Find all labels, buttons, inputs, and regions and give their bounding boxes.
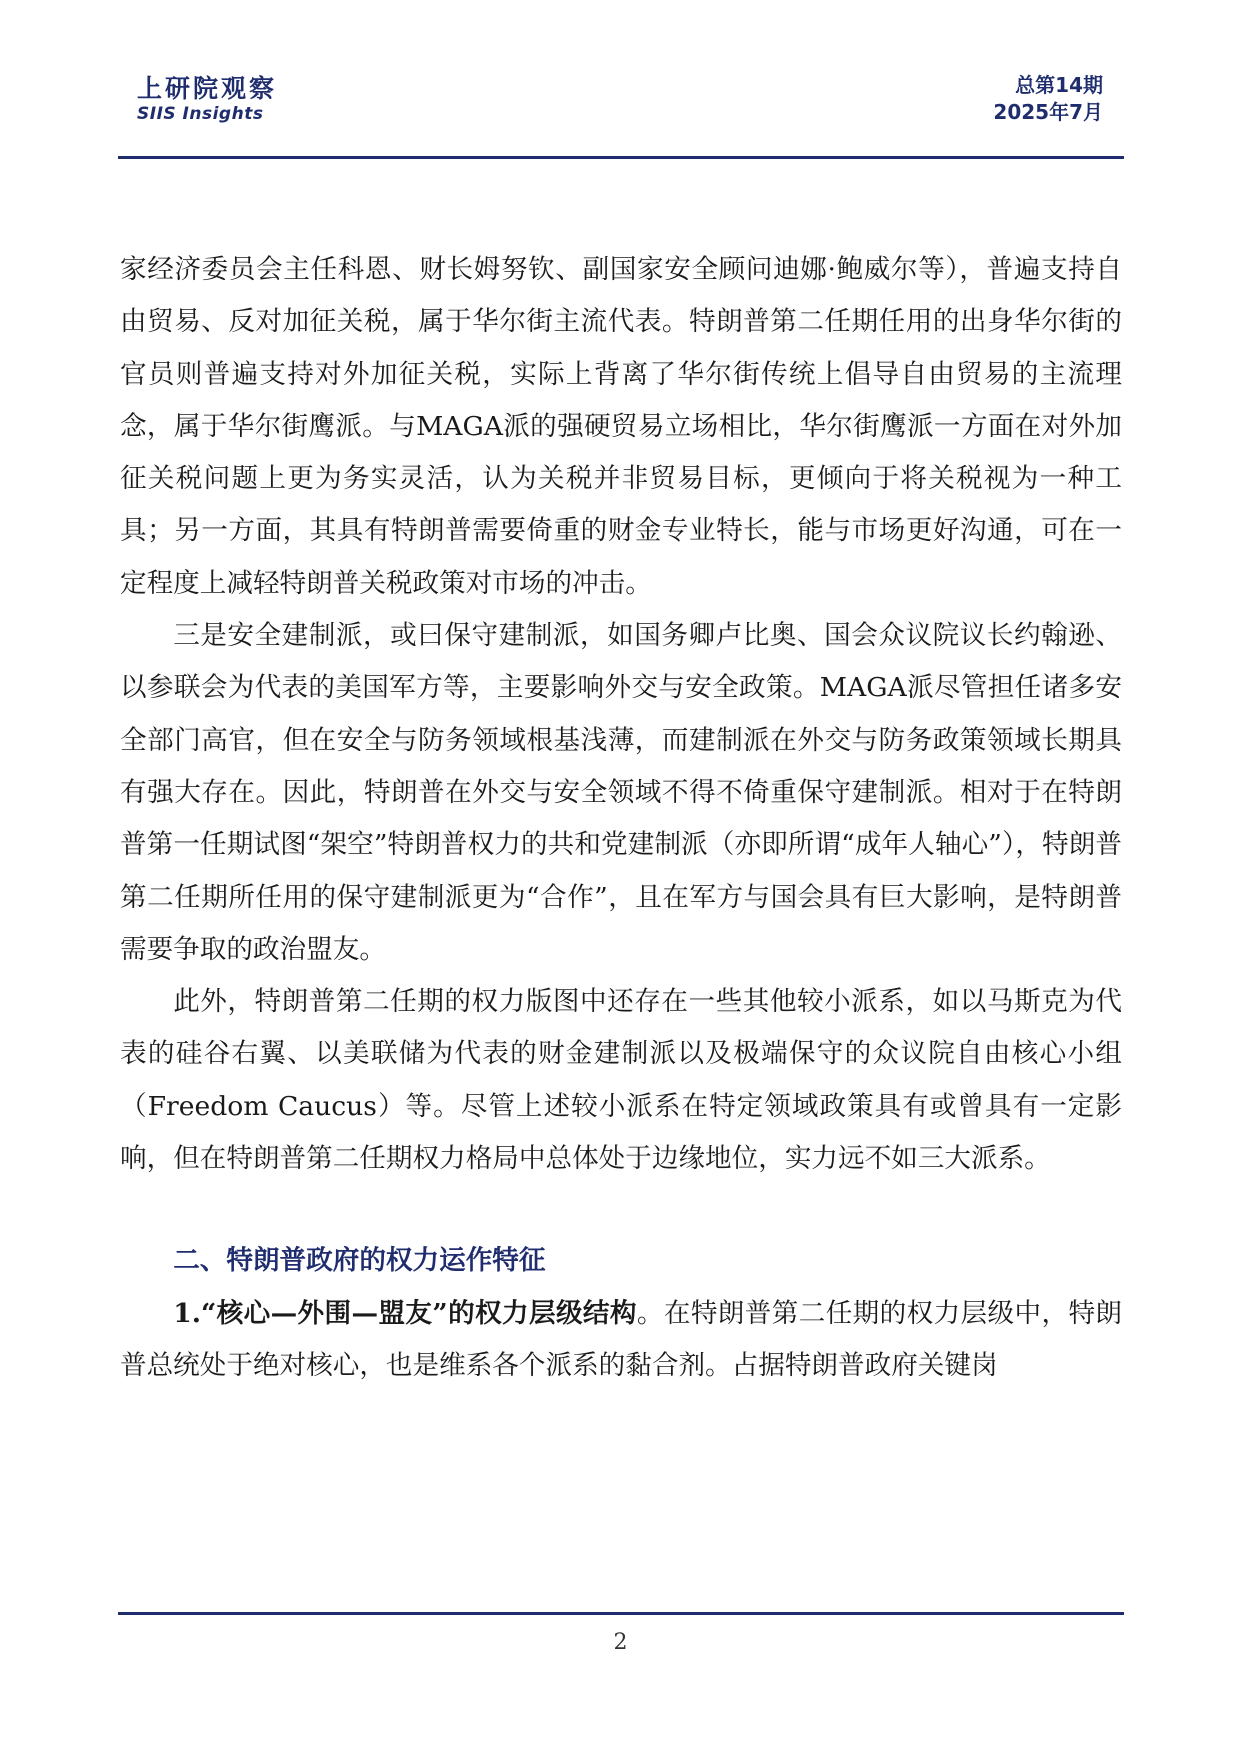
masthead-title: 上研院观察 (137, 74, 278, 103)
issue-number: 总第14期 (1015, 73, 1103, 97)
paragraph-4-text: 。在特朗普第二任期的权力层级中，特朗普总统处于绝对核心，也是维系各个派系的黏合剂。占据特朗普政府关键岗 (120, 1297, 1123, 1381)
issue-date: 2025年7月 (993, 100, 1103, 124)
article-body (120, 244, 1122, 1392)
section-heading: 二、特朗普政府的权力运作特征 (173, 1245, 546, 1277)
footer-rule (118, 1612, 1124, 1615)
section-gap (120, 1185, 1122, 1235)
issue-info (993, 72, 1103, 126)
paragraph-3: 此外，特朗普第二任期的权力版图中还存在一些其他较小派系，如以马斯克为代表的硅谷右翼、以美联储为代表的财金建制派以及极端保守的众议院自由核心小组（Freedom Caucus）等。尽管上述较小派系在特定领域政策具有或曾具有一定影响，但在特朗普第二任期权力格局中总体处于边缘地位，实力远不如三大派系。 (120, 986, 1122, 1175)
paragraph-4 (120, 1288, 1122, 1393)
page-number: 2 (613, 1630, 628, 1655)
masthead-subtitle: SIIS Insights (137, 104, 264, 124)
paragraph-2: 三是安全建制派，或曰保守建制派，如国务卿卢比奥、国会众议院议长约翰逊、以参联会为代表的美国军方等，主要影响外交与安全政策。MAGA派尽管担任诸多安全部门高官，但在安全与防务领域根基浅薄，而建制派在外交与防务政策领域长期具有强大存在。因此，特朗普在外交与安全领域不得不倚重保守建制派。相对于在特朗普第一任期试图“架空”特朗普权力的共和党建制派（亦即所谓“成年人轴心”），特朗普第二任期所任用的保守建制派更为“合作”，且在军方与国会具有巨大影响，是特朗普需要争取的政治盟友。 (120, 620, 1122, 965)
header-rule (118, 156, 1124, 159)
paragraph-1: 家经济委员会主任科恩、财长姆努钦、副国家安全顾问迪娜·鲍威尔等），普遍支持自由贸易、反对加征关税，属于华尔街主流代表。特朗普第二任期任用的出身华尔街的官员则普遍支持对外加征关税，实际上背离了华尔街传统上倡导自由贸易的主流理念，属于华尔街鹰派。与MAGA派的强硬贸易立场相比，华尔街鹰派一方面在对外加征关税问题上更为务实灵活，认为关税并非贸易目标，更倾向于将关税视为一种工具；另一方面，其具有特朗普需要倚重的财金专业特长，能与市场更好沟通，可在一定程度上减轻特朗普关税政策对市场的冲击。 (120, 254, 1122, 599)
masthead (137, 74, 277, 124)
paragraph-4-lead: 1.“核心—外围—盟友”的权力层级结构 (173, 1297, 637, 1329)
